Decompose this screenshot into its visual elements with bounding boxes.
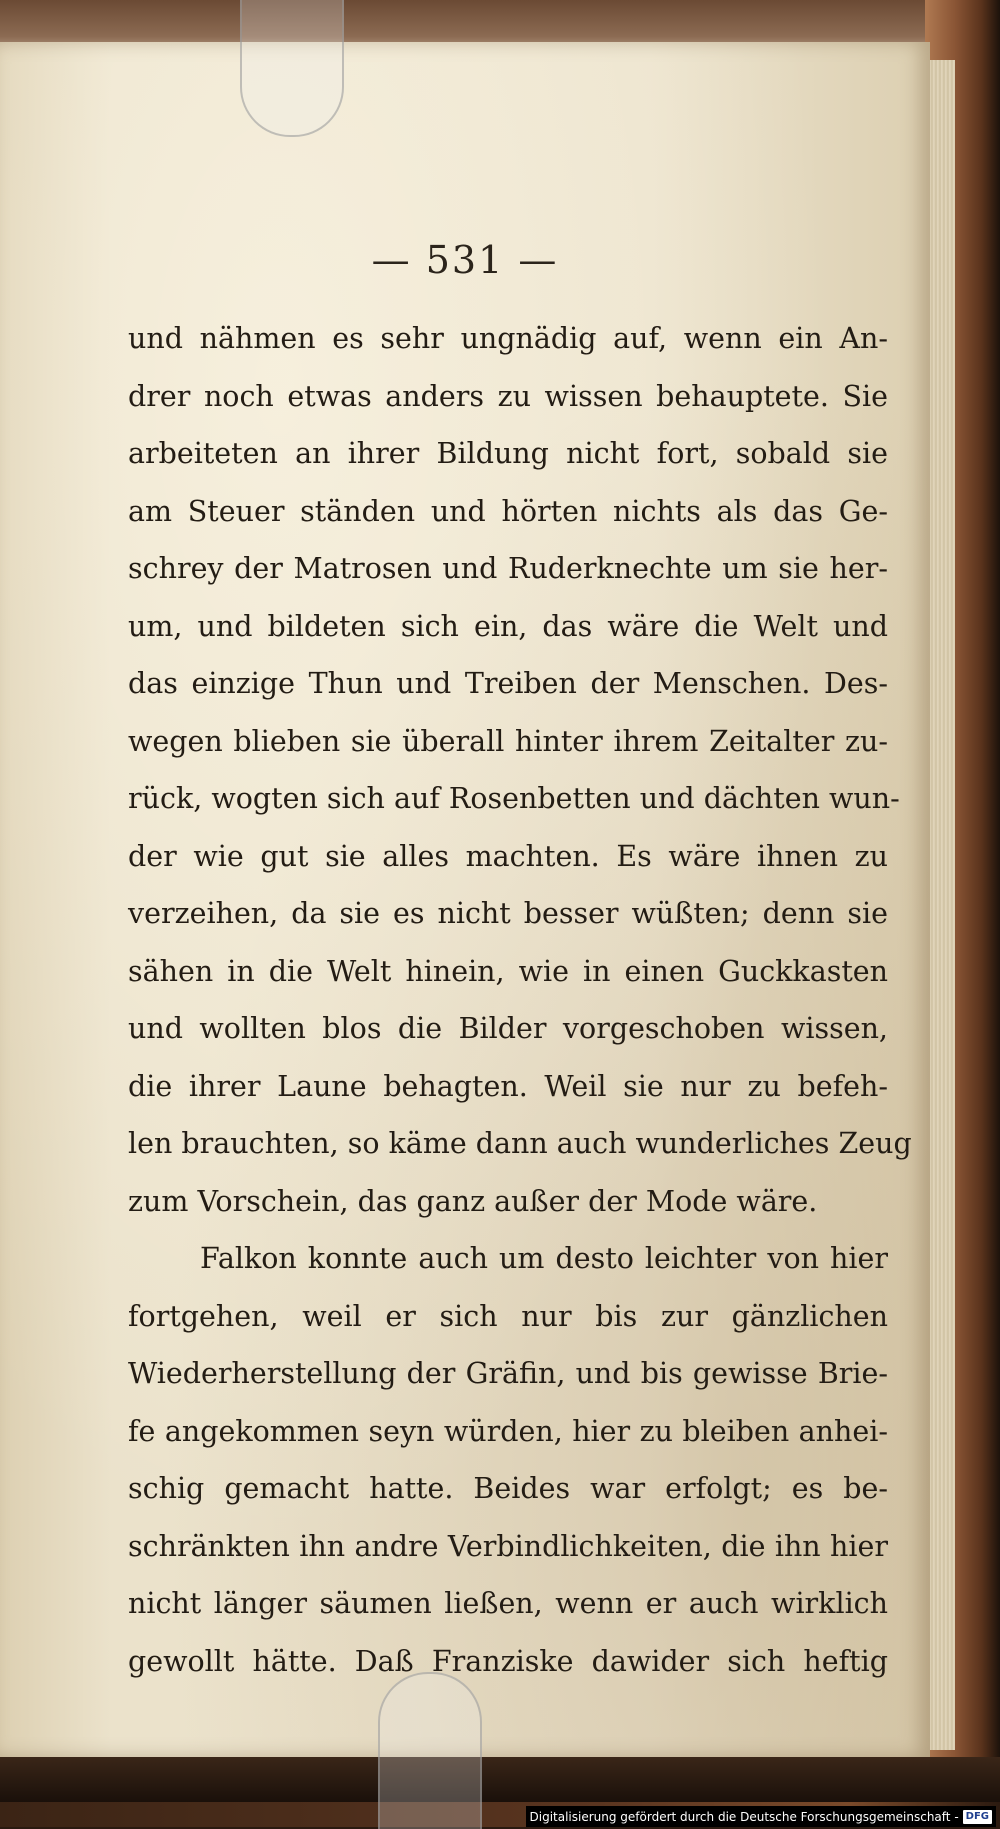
book-bottom-edge — [0, 1757, 1000, 1802]
page-clip-top — [240, 0, 344, 137]
page-text — [128, 310, 912, 1690]
page-clip-bottom — [378, 1672, 482, 1829]
footer-credit: Digitalisierung gefördert durch die Deutsche Forschungsgemeinschaft - — [529, 1809, 959, 1824]
text-line: schrey der Matrosen und Ruderknechte um sie her- — [128, 552, 888, 585]
text-line: Falkon konnte auch um desto leichter von hier — [200, 1242, 888, 1275]
text-line: und wollten blos die Bilder vorgeschoben wissen, — [128, 1012, 888, 1045]
text-line: fe angekommen seyn würden, hier zu bleiben anhei- — [128, 1414, 888, 1448]
text-line: Wiederherstellung der Gräfin, und bis gewisse Brie- — [128, 1357, 888, 1390]
text-line: zum Vorschein, das ganz außer der Mode wäre. — [128, 1184, 818, 1218]
page-number: — 531 — — [371, 238, 559, 282]
book-page — [0, 42, 930, 1757]
text-line: am Steuer ständen und hörten nichts als das Ge- — [128, 494, 888, 528]
text-line: der wie gut sie alles machten. Es wäre ihnen zu — [128, 839, 888, 873]
text-line: fortgehen, weil er sich nur bis zur gänzlichen — [128, 1299, 888, 1333]
text-line: die ihrer Laune behagten. Weil sie nur zu befeh- — [128, 1069, 888, 1103]
text-line: verzeihen, da sie es nicht besser wüßten; denn sie — [128, 897, 888, 930]
text-line: sähen in die Welt hinein, wie in einen Guckkasten — [128, 954, 888, 988]
text-line: schränkten ihn andre Verbindlichkeiten, die ihn hier — [128, 1529, 888, 1563]
dfg-logo: DFG — [963, 1810, 992, 1824]
text-line: nicht länger säumen ließen, wenn er auch wirklich — [128, 1587, 888, 1620]
page-stack-edge — [930, 60, 955, 1750]
text-line: schig gemacht hatte. Beides war erfolgt; es be- — [128, 1472, 888, 1505]
text-line: arbeiteten an ihrer Bildung nicht fort, sobald sie — [128, 437, 888, 470]
text-line: rück, wogten sich auf Rosenbetten und dächten wun- — [128, 782, 900, 815]
text-line: drer noch etwas anders zu wissen behauptete. Sie — [128, 379, 888, 413]
text-line: um, und bildeten sich ein, das wäre die Welt und — [128, 609, 888, 643]
text-line: gewollt hätte. Daß Franziske dawider sich heftig — [128, 1644, 888, 1678]
text-line: len brauchten, so käme dann auch wunderliches Zeug — [128, 1127, 912, 1160]
text-line: und nähmen es sehr ungnädig auf, wenn ein An- — [128, 322, 888, 355]
digitization-footer — [526, 1806, 997, 1827]
text-line: das einzige Thun und Treiben der Menschen. Des- — [128, 667, 888, 700]
text-line: wegen blieben sie überall hinter ihrem Zeitalter zu- — [128, 724, 888, 758]
